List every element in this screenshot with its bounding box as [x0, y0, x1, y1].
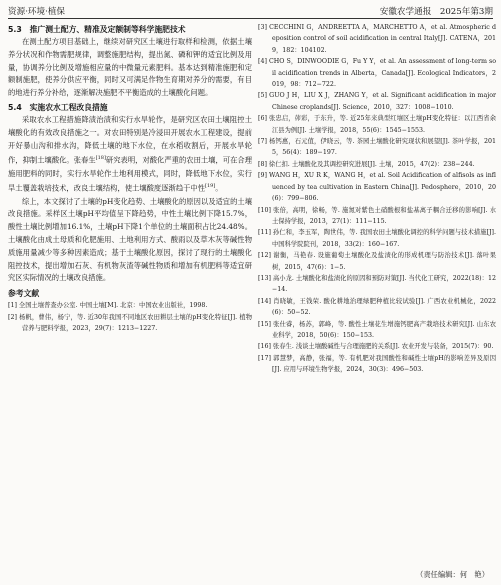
reference-item: [7] 杨钙惠，石元值，伊晓云，等. 茶园土壤酸化研究现状和展望[J]. 茶叶学报，2015，56(4)：189−197.	[258, 138, 496, 157]
section-5-4-text-c: 。	[215, 183, 223, 193]
section-5-3-heading: 5.3 推广测土配方、精准及定额制等科学施肥技术	[8, 25, 186, 34]
citation-18: [18]	[95, 155, 106, 162]
reference-item: [14] 肖晓敏，王钱荣. 酸化耕地治理绿肥种植比较试验[J]. 广西农业机械化，2022(6)：50−52.	[258, 297, 496, 317]
citation-19: [19]	[205, 183, 216, 190]
header-left: 资源·环境·植保	[8, 7, 66, 17]
section-5-4-text-a: 采取农水工程措施降渍治渍和实行水旱轮作，是研究区农田土壤阻控土壤酸化的有效改良措施之一。对农田特别是冷浸田开展农水工程建设，提前开好暴山沟和排水沟，降低土壤的地下水位，在水稻收割后，开展水旱轮作，抑制土壤酸化。张春生	[8, 114, 252, 165]
reference-item: [9] WANG H，XU R K，WANG H，et al. Soil Acidification of alfisols as influenced by tea cultivation in Eastern China[J]. Pedosphere，2010，20(6)：799−806.	[258, 172, 496, 203]
reference-item: [8] 徐仁扣. 土壤酸化及其调控研究进展[J]. 土壤，2015，47(2)：238−244.	[258, 160, 475, 168]
reference-item: [1] 全国土壤普查办公室. 中国土壤[M]. 北京：中国农业出版社，1998.	[8, 302, 208, 310]
section-5-4-text-b: 研究表明，对酸化严重的农田土壤，可在合理施用肥料的同时，实行水旱轮作土地利用模式，同时，降低地下水位，实行旱土覆盖栽培技术，改良土壤结构，使土壤酸度逐渐趋于中性	[8, 155, 253, 193]
reference-item: [4] CHO S，DINWOODIE G，Fu Y Y，et al. An assessment of long-term soil acidification trends in Alberta，Canada[J]. Ecological Indicators，2019，98：712−722.	[258, 58, 496, 89]
running-header	[8, 4, 493, 18]
right-column	[258, 22, 496, 376]
header-rule	[8, 18, 493, 19]
reference-item: [13] 高小龙. 土壤酸化和盐渍化的原因和预防对策[J]. 当代化工研究，2022(18)：12−14.	[258, 274, 496, 294]
reference-item: [16] 张春生. 浅谈土壤酸碱性与合理施肥的关系[J]. 农业开发与装备，2015(7)：90.	[258, 343, 494, 351]
section-5-4-text	[8, 114, 252, 196]
reference-item: [5] GUO J H，LIU X J，ZHANG Y，et al. Significant acidification in major Chinese croplands[J]. Science，2010，327：1008−1010.	[258, 92, 496, 111]
reference-item: [3] CECCHINI G，ANDREETTA A，MARCHETTO A，et al. Atmospheric deposition control of soil acidification in central Italy[J]. CATENA，2019，182：104102.	[258, 24, 496, 54]
reference-item: [15] 张仕睿，杨苏，郭峰，等. 酸性土壤花生增施钙肥高产栽培技术研究[J]. 山东农业科学，2018，50(6)：150−153.	[258, 320, 496, 339]
left-column	[8, 22, 252, 334]
summary-text: 综上，本文探讨了土壤的pH变化趋势、土壤酸化的原因以及适宜的土壤改良措施。采样区土壤pH平均值呈下降趋势，中性土壤比例下降15.7%，酸性土壤比例增加16.1%，土壤pH下降1个单位的土壤面积占比24.48%。土壤酸化由成土母质和化肥施用、土地利用方式、酸雨以及草木灰等碱性物质施用量减少等多种因素造成；基于土壤酸化原因，探讨了现行的土壤酸化阻控技术，提出增加石灰、有机物灰渣等碱性物质和增加有机肥料等适宜研究区实际情况的土壤改良措施。	[8, 196, 252, 283]
reference-item: [2] 杨帆，曹伟，杨宁，等. 近30年我国不同地区农田耕层土壤的pH变化特征[J]. 植物营养与肥料学报，2023，29(7)：1213−1227.	[8, 313, 252, 332]
reference-item: [6] 张忠启，茆彩，于东升，等. 近25年来典型红壤区土壤pH变化特征：以江西省余江县为例[J]. 土壤学报，2018，55(6)：1545−1553.	[258, 115, 496, 134]
responsible-editor: （责任编辑：何 艳）	[416, 570, 489, 579]
section-5-3-text: 在测土配方项目基础上，继续对研究区土壤进行取样和检测，依据土壤养分状况和作物需肥规律，调整施肥结构，提出氮、磷和钾的适宜比例及用量，协调养分比例及增施相应量的中微量元素肥料。基本达到精准施肥和定额制施肥，使养分供应平衡，同时又可满足作物生育期对养分的需要，有目的地进行养分补给，逐渐解决施肥不平衡造成的土壤酸化问题。	[8, 37, 252, 98]
header-right: 安徽农学通报 2025年第3期	[379, 7, 493, 17]
reference-item: [10] 张倍，高明，徐畅，等. 施氮对紫色土硝酸根和盐基离子耦合迁移的影响[J]. 水土保持学报，2013，27(1)：111−115.	[258, 206, 496, 225]
reference-item: [17] 郭慧梦，高静，张福，等. 有机肥对我国酸性和碱性土壤pH的影响差异及原因[J]. 应用与环境生物学报，2024，30(3)：496−503.	[258, 354, 496, 374]
reference-item: [11] 孙仁和，李玉军，陶世伟，等. 我国农田土壤酸化调控的科学问题与技术措施[J]. 中国科学院院刊，2018，33(2)：160−167.	[258, 229, 496, 248]
references-heading: 参考文献	[8, 289, 40, 299]
section-5-4-heading: 5.4 实施农水工程改良措施	[8, 102, 108, 112]
reference-item: [12] 谢衡，马艳春. 设施葡萄土壤酸化及盐渍化的形成机理与防治技术[J]. 落叶果树，2015，47(6)：1−5.	[258, 252, 496, 271]
